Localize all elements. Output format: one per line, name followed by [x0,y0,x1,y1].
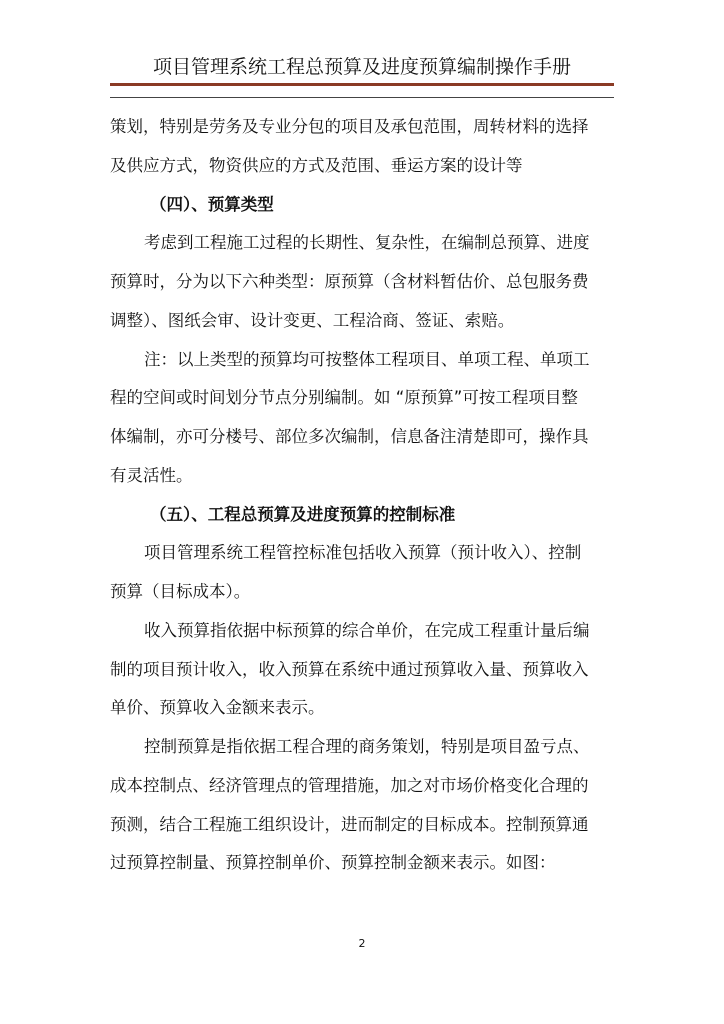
paragraph-line: 预测，结合工程施工组织设计，进而制定的目标成本。控制预算通 [110,814,589,834]
paragraph-line: 预算（目标成本）。 [110,582,251,601]
document-body [110,108,614,883]
header-divider-thick [110,83,614,86]
section-heading-4: （四）、预算类型 [150,194,274,214]
page-number: 2 [358,937,366,950]
paragraph-line: 成本控制点、经济管理点的管理措施，加之对市场价格变化合理的 [110,775,589,795]
paragraph-line: 控制预算是指依据工程合理的商务策划，特别是项目盈亏点、 [144,737,590,756]
paragraph-line: 收入预算指依据中标预算的综合单价，在完成工程重计量后编 [144,620,590,640]
note-line: 有灵活性。 [110,465,193,485]
note-line: 体编制，亦可分楼号、部位多次编制，信息备注清楚即可，操作具 [110,427,589,446]
paragraph-line: 策划，特别是劳务及专业分包的项目及承包范围，周转材料的选择 [110,117,589,136]
note-line: 注：以上类型的预算均可按整体工程项目、单项工程、单项工 [144,349,590,369]
paragraph-line: 单价、预算收入金额来表示。 [110,698,325,718]
paragraph-line: 考虑到工程施工过程的长期性、复杂性，在编制总预算、进度 [144,233,590,253]
paragraph-line: 项目管理系统工程管控标准包括收入预算（预计收入）、控制 [144,543,582,563]
paragraph-line: 制的项目预计收入，收入预算在系统中通过预算收入量、预算收入 [110,659,589,679]
paragraph-line: 预算时，分为以下六种类型：原预算（含材料暂估价、总包服务费 [110,272,589,291]
page-header-title: 项目管理系统工程总预算及进度预算编制操作手册 [152,56,571,78]
paragraph-line: 及供应方式，物资供应的方式及范围、垂运方案的设计等 [110,155,523,175]
paragraph-line: 调整）、图纸会审、设计变更、工程洽商、签证、索赔。 [110,310,515,330]
note-line: 程的空间或时间划分节点分别编制。如 “原预算”可按工程项目整 [110,388,578,408]
paragraph-line: 过预算控制量、预算控制单价、预算控制金额来表示。如图： [110,853,556,873]
section-heading-5: （五）、工程总预算及进度预算的控制标准 [150,504,456,524]
header-divider-thin [110,97,614,98]
